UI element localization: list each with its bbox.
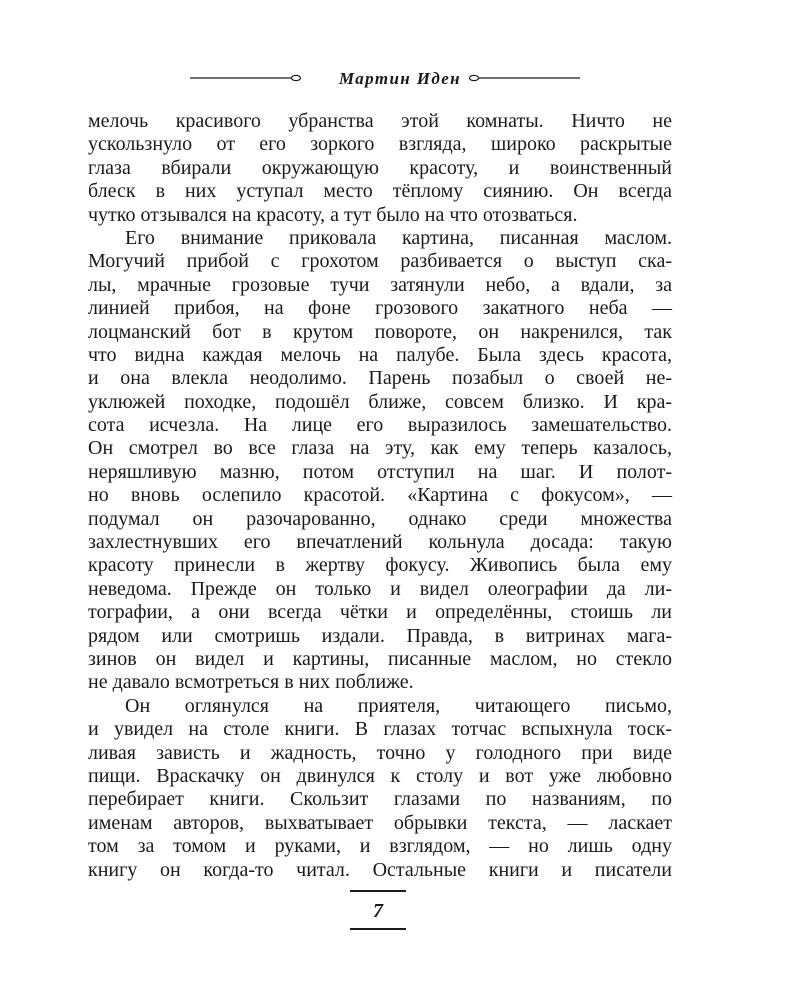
text-line: глаза вбирали окружающую красоту, и воинственный (88, 156, 672, 179)
text-line: рядом или смотришь издали. Правда, в витринах мага- (88, 624, 672, 647)
paragraph (88, 227, 672, 695)
page-number: 7 (373, 900, 383, 922)
text-line: именам авторов, выхватывает обрывки текста, — ласкает (88, 811, 672, 834)
text-line: подумал он разочарованно, однако среди множества (88, 507, 672, 530)
text-line: и она влекла неодолимо. Парень позабыл о своей не- (88, 367, 672, 390)
page-footer (340, 890, 416, 936)
text-line: лоцманский бот в крутом повороте, он накренился, так (88, 320, 672, 343)
text-line: лы, мрачные грозовые тучи затянули небо, а вдали, за (88, 273, 672, 296)
text-line: книгу он когда-то читал. Остальные книги и писатели (88, 858, 672, 881)
text-line: но вновь ослепило красотой. «Картина с фокусом», — (88, 484, 672, 507)
text-line: не давало всмотреться в них поближе. (88, 671, 414, 694)
text-line: чутко отзывался на красоту, а тут было на что отозваться. (88, 203, 578, 226)
footer-rule-top (350, 890, 406, 892)
text-line: зинов он видел и картины, писанные маслом, но стекло (88, 647, 672, 670)
paragraph (88, 695, 672, 882)
text-line: сота исчезла. На лице его выразилось замешательство. (88, 414, 672, 437)
text-line: ускользнуло от его зоркого взгляда, широко раскрытые (88, 133, 672, 156)
text-line: Он оглянулся на приятеля, читающего письмо, (125, 694, 672, 717)
text-line: уклюжей походке, подошёл ближе, совсем близко. И кра- (88, 390, 672, 413)
text-line: перебирает книги. Скользит глазами по названиям, по (88, 788, 672, 811)
text-line: тографии, а они всегда чётки и определённы, стоишь ли (88, 601, 672, 624)
running-header-title: Мартин Иден (338, 69, 462, 88)
text-line: том за томом и руками, и взглядом, — но лишь одну (88, 835, 672, 858)
text-line: и увидел на столе книги. В глазах тотчас вспыхнула тоск- (88, 718, 672, 741)
text-line: Могучий прибой с грохотом разбивается о выступ ска- (88, 250, 672, 273)
text-line: Его внимание приковала картина, писанная маслом. (125, 226, 672, 249)
text-line: Он смотрел во все глаза на эту, как ему теперь казалось, (88, 437, 672, 460)
text-line: что видна каждая мелочь на палубе. Была здесь красота, (88, 343, 672, 366)
text-line: красоту принесли в жертву фокусу. Живопись была ему (88, 554, 672, 577)
text-line: мелочь красивого убранства этой комнаты. Ничто не (88, 110, 672, 132)
footer-rule-bottom (350, 928, 406, 930)
text-line: блеск в них уступал место тёплому сиянию. Он всегда (88, 180, 672, 203)
text-line: неведома. Прежде он только и видел олеографии да ли- (88, 577, 672, 600)
text-line: ливая зависть и жадность, точно у голодного при виде (88, 741, 672, 764)
text-line: пищи. Враскачку он двинулся к столу и вот уже любовно (88, 764, 672, 787)
paragraph (88, 110, 672, 227)
right-ornament-icon (468, 73, 580, 83)
text-line: захлестнувших его впечатлений кольнула досада: такую (88, 531, 672, 554)
text-line: линией прибоя, на фоне грозового закатного неба — (88, 297, 672, 320)
body-text (88, 110, 672, 882)
running-header (0, 66, 800, 92)
text-line: неряшливую мазню, потом отступил на шаг. И полот- (88, 460, 672, 483)
